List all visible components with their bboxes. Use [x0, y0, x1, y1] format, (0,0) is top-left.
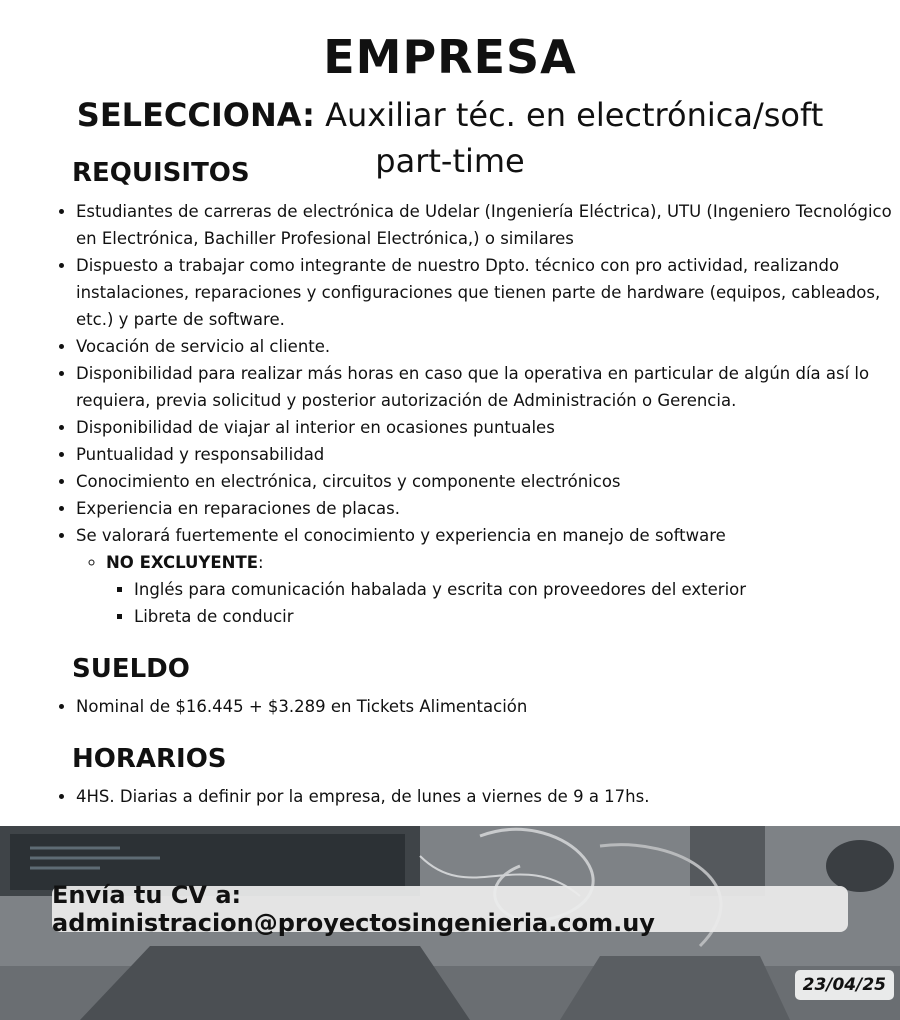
- salary-heading: SUELDO: [72, 654, 190, 684]
- software-item-text: Se valorará fuertemente el conocimiento y experiencia en manejo de software: [76, 526, 726, 545]
- list-item: • Vocación de servicio al cliente.: [76, 333, 896, 360]
- non-excluding-list: [76, 549, 896, 630]
- list-item: • Conocimiento en electrónica, circuitos y componente electrónicos: [76, 468, 896, 495]
- salary-list: [46, 693, 896, 720]
- requirements-heading: REQUISITOS: [72, 158, 250, 188]
- list-item: • Dispuesto a trabajar como integrante de nuestro Dpto. técnico con pro actividad, realizando instalaciones, reparaciones y configuraciones que tienen parte de hardware (equipos, cableados, etc.) y parte de software.: [76, 252, 896, 333]
- list-item: • Estudiantes de carreras de electrónica de Udelar (Ingeniería Eléctrica), UTU (Ingeniero Tecnológico en Electrónica, Bachiller Profesional Electrónica,) o similares: [76, 198, 896, 252]
- list-item: • Disponibilidad para realizar más horas en caso que la operativa en particular de algún día así lo requiera, previa solicitud y posterior autorización de Administración o Gerencia.: [76, 360, 896, 414]
- list-item: ▪ Inglés para comunicación habalada y escrita con proveedores del exterior: [134, 576, 896, 603]
- list-item: • 4HS. Diarias a definir por la empresa, de lunes a viernes de 9 a 17hs.: [76, 783, 896, 810]
- list-item: ▪ Libreta de conducir: [134, 603, 896, 630]
- non-excluding-item: [106, 549, 896, 630]
- schedule-list: [46, 783, 896, 810]
- non-excluding-sublist: [106, 576, 896, 630]
- position-title: Auxiliar téc. en electrónica/soft part-time: [314, 96, 824, 180]
- list-item: • Nominal de $16.445 + $3.289 en Tickets Alimentación: [76, 693, 896, 720]
- select-label: SELECCIONA:: [76, 96, 315, 134]
- schedule-heading: HORARIOS: [72, 744, 227, 774]
- non-excluding-label: NO EXCLUYENTE: [106, 553, 258, 572]
- non-excluding-colon: :: [257, 553, 264, 572]
- list-item: • Disponibilidad de viajar al interior en ocasiones puntuales: [76, 414, 896, 441]
- list-item: • Experiencia en reparaciones de placas.: [76, 495, 896, 522]
- post-date: 23/04/25: [795, 970, 894, 1000]
- page-title: EMPRESA: [323, 30, 577, 84]
- requirements-list: [46, 198, 896, 630]
- list-item: • Puntualidad y responsabilidad: [76, 441, 896, 468]
- list-item: [76, 522, 896, 630]
- send-cv-banner[interactable]: Envía tu CV a: administracion@proyectosingenieria.com.uy: [52, 886, 848, 932]
